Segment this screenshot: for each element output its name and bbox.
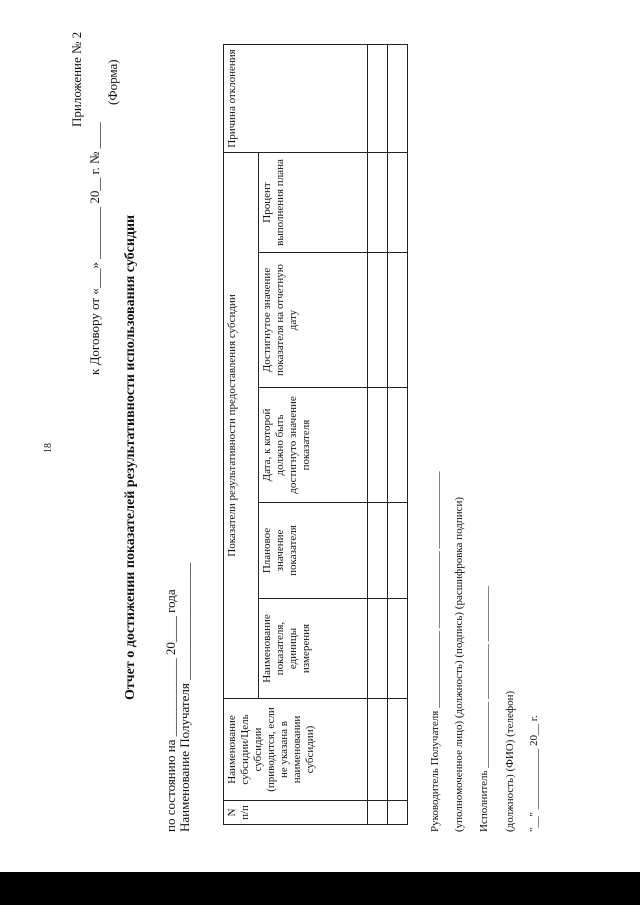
head-signature-line: Руководитель Получателя ______________ ______________ ______________ xyxy=(429,471,441,832)
form-label: (Форма) xyxy=(105,59,120,105)
table-cell[interactable] xyxy=(368,45,388,153)
table-cell[interactable] xyxy=(388,153,408,253)
table-cell[interactable] xyxy=(388,388,408,503)
header-indicator: Наименование показателя, единицы измерения xyxy=(258,599,367,699)
header-subsidy: Наименование субсидии/Цель субсидии (приводится, если не указана в наименовании субсидии) xyxy=(224,699,368,801)
table-cell[interactable] xyxy=(368,503,388,599)
table-cell[interactable] xyxy=(388,699,408,801)
header-planned: Плановое значение показателя xyxy=(258,503,367,599)
executor-signature-caption: (должность) (ФИО) (телефон) xyxy=(504,690,516,832)
header-reason: Причина отклонения xyxy=(224,45,368,153)
table-row xyxy=(388,45,408,825)
header-group-indicators: Показатели результативности предоставления субсидии xyxy=(224,153,259,699)
scan-bottom-bar xyxy=(0,872,640,905)
executor-signature-line: Исполнитель ____________ __________ __________ xyxy=(478,586,490,832)
indicators-table xyxy=(223,44,408,825)
table-cell[interactable] xyxy=(368,599,388,699)
head-signature-caption: (уполномоченное лицо) (должность) (подпись) (расшифровка подписи) xyxy=(453,496,465,832)
recipient-name-line: Наименование Получателя __________________ xyxy=(177,562,192,832)
header-date: Дата, к которой должно быть достигнуто значение показателя xyxy=(258,388,367,503)
header-achieved: Достигнутое значение показателя на отчетную дату xyxy=(258,253,367,388)
table-cell[interactable] xyxy=(388,801,408,825)
table-cell[interactable] xyxy=(368,153,388,253)
table-cell[interactable] xyxy=(368,801,388,825)
page-number: 18 xyxy=(43,443,54,453)
table-cell[interactable] xyxy=(388,253,408,388)
header-percent: Процент выполнения плана xyxy=(258,153,367,253)
table-cell[interactable] xyxy=(388,599,408,699)
appendix-label: Приложение № 2 xyxy=(69,31,84,127)
as-of-date-line: по состоянию на ____________ 20____ года xyxy=(163,589,178,832)
table-cell[interactable] xyxy=(368,699,388,801)
table-cell[interactable] xyxy=(368,388,388,503)
table-cell[interactable] xyxy=(388,45,408,153)
contract-reference: к Договору от «___» ________ 20__ г. № ____ xyxy=(87,122,102,375)
table-cell[interactable] xyxy=(388,503,408,599)
table-cell[interactable] xyxy=(368,253,388,388)
table-row xyxy=(368,45,388,825)
table-header-row-1 xyxy=(224,45,259,825)
signature-date: "__" ___________ 20__ г. xyxy=(528,715,540,832)
document-title: Отчет о достижении показателей результативности использования субсидии xyxy=(123,214,138,700)
header-num: N п/п xyxy=(224,801,368,825)
